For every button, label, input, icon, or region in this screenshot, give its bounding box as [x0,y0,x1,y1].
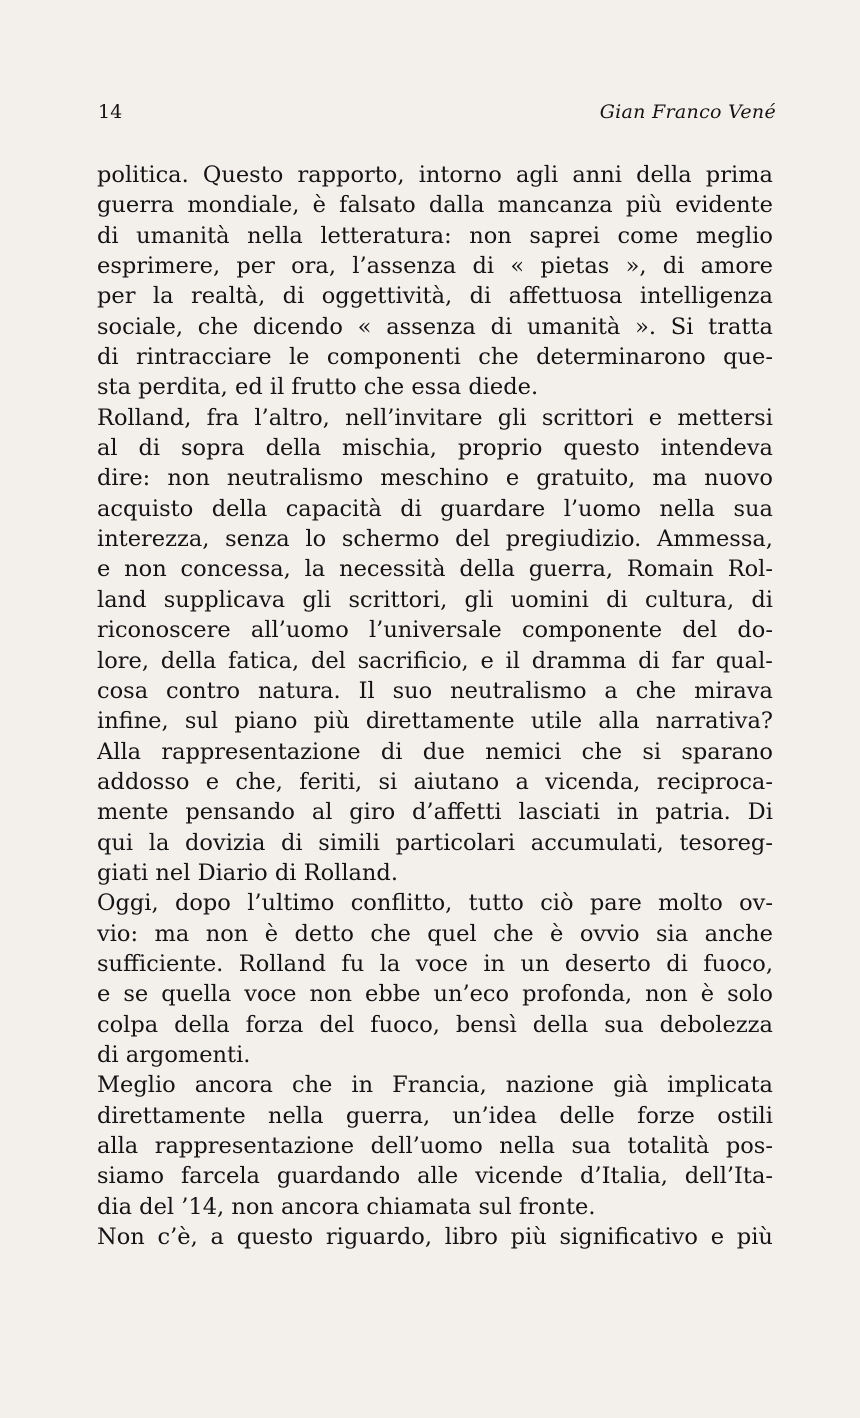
text-line: land supplicava gli scrittori, gli uomini di cultura, di [97,586,773,613]
text-line: sociale, che dicendo « assenza di umanità ». Si tratta [97,313,773,340]
text-line: di umanità nella letteratura: non saprei come meglio [97,222,773,249]
text-line: di rintracciare le componenti che determinarono que- [97,344,773,371]
text-line: dire: non neutralismo meschino e gratuito, ma nuovo [97,465,773,492]
text-line: Rolland, fra l’altro, nell’invitare gli scrittori e mettersi [97,404,773,431]
text-line: e non concessa, la necessità della guerra, Romain Rol- [97,556,773,583]
text-line: di argomenti. [97,1041,251,1068]
text-line: guerra mondiale, è falsato dalla mancanza più evidente [97,192,773,219]
body-text [97,160,773,1252]
text-line: infine, sul piano più direttamente utile alla narrativa? [97,708,773,735]
page-number: 14 [98,101,123,123]
text-line: siamo farcela guardando alle vicende d’Italia, dell’Ita- [97,1163,773,1190]
text-line: alla rappresentazione dell’uomo nella sua totalità pos- [97,1133,773,1159]
text-line: Meglio ancora che in Francia, nazione già implicata [97,1072,773,1099]
text-line: sta perdita, ed il frutto che essa diede. [97,374,539,401]
text-line: Non c’è, a questo riguardo, libro più significativo e più [97,1224,773,1251]
text-line: dia del ’14, non ancora chiamata sul fronte. [97,1193,596,1220]
page-header [98,100,776,128]
text-line: e se quella voce non ebbe un’eco profonda, non è solo [97,981,773,1008]
text-line: direttamente nella guerra, un’idea delle forze ostili [97,1102,773,1129]
running-head-author: Gian Franco Vené [599,101,776,123]
text-line: interezza, senza lo schermo del pregiudizio. Ammessa, [97,526,773,553]
text-line: addosso e che, feriti, si aiutano a vicenda, reciproca- [97,768,773,795]
text-line: Oggi, dopo l’ultimo conflitto, tutto ciò pare molto ov- [97,890,773,917]
text-line: mente pensando al giro d’affetti lasciati in patria. Di [97,799,773,826]
text-line: lore, della fatica, del sacrificio, e il dramma di far qual- [97,647,773,674]
text-line: giati nel Diario di Rolland. [97,859,398,886]
text-line: esprimere, per ora, l’assenza di « pietas », di amore [97,253,773,280]
text-line: colpa della forza del fuoco, bensì della sua debolezza [97,1011,773,1038]
text-line: al di sopra della mischia, proprio questo intendeva [97,435,773,462]
text-line: Alla rappresentazione di due nemici che si sparano [97,738,773,765]
text-line: acquisto della capacità di guardare l’uomo nella sua [97,495,773,522]
text-line: qui la dovizia di simili particolari accumulati, tesoreg- [97,829,773,856]
text-line: vio: ma non è detto che quel che è ovvio sia anche [97,920,773,947]
text-line: cosa contro natura. Il suo neutralismo a che mirava [97,677,773,704]
text-line: politica. Questo rapporto, intorno agli anni della prima [97,162,773,188]
text-line: per la realtà, di oggettività, di affettuosa intelligenza [97,283,773,310]
text-line: sufficiente. Rolland fu la voce in un deserto di fuoco, [97,950,773,977]
text-line: riconoscere all’uomo l’universale componente del do- [97,617,773,644]
